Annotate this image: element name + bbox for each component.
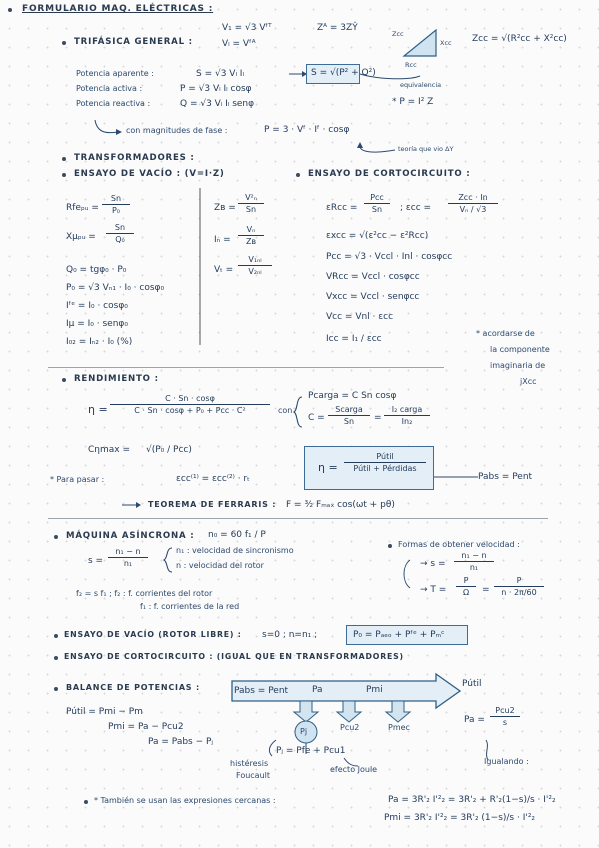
q-label: Potencia reactiva : bbox=[76, 99, 151, 108]
f1-def: f₁ : f. corrientes de la red bbox=[140, 602, 240, 611]
rcc-label: Rcc bbox=[405, 61, 417, 69]
pj-eq: Pⱼ = Pfe + Pcu1 bbox=[276, 746, 346, 756]
divider bbox=[48, 367, 444, 368]
p-equiv: * P = I² Z bbox=[392, 97, 434, 107]
vt-frac: $\frac{\text{V₁ₙₗ}}{\text{V₂ₙₗ}}$ bbox=[238, 255, 272, 276]
pabs-node: Pabs = Pent bbox=[234, 686, 289, 696]
bullet bbox=[62, 157, 66, 161]
foucault: Foucault bbox=[236, 771, 271, 780]
fase-formula: P = 3 · Vᶠ · Iᶠ · cosφ bbox=[264, 125, 350, 135]
p-label: Potencia activa : bbox=[76, 84, 143, 93]
n1-def: n₁ : velocidad de sincronismo bbox=[176, 546, 294, 555]
histeresis: histéresis bbox=[230, 759, 269, 768]
pmec-node: Pmec bbox=[388, 723, 410, 732]
n-def: n : velocidad del rotor bbox=[176, 561, 264, 570]
vel-t-lhs: → T = bbox=[420, 585, 447, 595]
eta-lhs: η = bbox=[88, 403, 108, 416]
transformadores-heading: TRANSFORMADORES : bbox=[74, 153, 195, 163]
p-formula: P = √3 Vₗ Iₗ cosφ bbox=[180, 84, 252, 94]
vel-s-lhs: → s = bbox=[420, 559, 446, 569]
pasar-label: * Para pasar : bbox=[50, 475, 105, 484]
vel-t-eq: = bbox=[482, 585, 490, 595]
pu-eq-1: Pútil = Pmi − Pm bbox=[66, 707, 143, 717]
divider bbox=[48, 518, 548, 519]
pu-eq-2: Pmi = Pa − Pcu2 bbox=[108, 722, 184, 732]
vl2-formula: Vₗ = Vᶠᴬ bbox=[222, 39, 256, 49]
con-text: con bbox=[278, 406, 293, 415]
s-box: S = √(P² + Q²) bbox=[306, 64, 360, 84]
eta2-frac: Pútil Pútil + Pérdidas bbox=[344, 452, 426, 473]
vacio-cond: s=0 ; n=n₁ ; bbox=[262, 630, 318, 640]
cmax-inner: √(P₀ / Pcc) bbox=[146, 445, 192, 455]
bullet bbox=[388, 544, 392, 548]
bullet bbox=[54, 535, 58, 539]
rendimiento-heading: RENDIMIENTO : bbox=[74, 374, 159, 384]
note-line-2: la componente bbox=[490, 345, 550, 354]
rfe-frac: $\frac{Sn}{\text{P₀}}$ bbox=[102, 194, 130, 215]
equivalencia-note: equivalencia bbox=[400, 81, 442, 89]
pa-lhs: Pa = bbox=[464, 715, 485, 725]
q-formula: Q = √3 Vₗ Iₗ senφ bbox=[180, 99, 255, 109]
erc-frac: Pcc Sn bbox=[364, 193, 390, 214]
ecc-frac: Zcc · In Vₙ / √3 bbox=[448, 193, 498, 214]
pmi-node: Pmi bbox=[366, 685, 383, 695]
trifasica-heading: TRIFÁSICA GENERAL : bbox=[74, 37, 193, 47]
pasar-formula: εcc⁽¹⁾ = εcc⁽²⁾ · rₜ bbox=[176, 474, 250, 484]
ecc-lhs: ; εcc = bbox=[400, 203, 432, 213]
vcc-formula: Vcc = Vnl · εcc bbox=[326, 312, 394, 322]
bullet bbox=[54, 634, 58, 638]
zcc-formula: Zcc = √(R²cc + X²cc) bbox=[472, 34, 567, 44]
pcu2-node: Pcu2 bbox=[340, 723, 360, 732]
imu-formula: Iμ = I₀ · senφ₀ bbox=[66, 319, 128, 329]
vel-s-frac: $\frac{\text{n₁ − n}}{\text{n₁}}$ bbox=[454, 551, 494, 572]
pabs-formula: Pabs = Pent bbox=[478, 472, 533, 482]
vxcc-formula: Vxcc = Vccl · senφcc bbox=[326, 292, 420, 302]
page-title: FORMULARIO MAQ. ELÉCTRICAS : bbox=[22, 4, 214, 14]
s-lhs: s = bbox=[88, 556, 104, 566]
igualando: Igualando : bbox=[484, 757, 529, 766]
ferraris-formula: F = ³⁄₂ Fₘₐₓ cos(ωt + pθ) bbox=[286, 500, 395, 510]
vacio-box: P₀ = Pₐₑₒ + Pᶠᵉ + Pₘᶜ bbox=[346, 625, 468, 645]
in-frac: $\frac{\text{Vₙ}}{\text{Zʙ}}$ bbox=[238, 225, 264, 246]
i02-formula: I₀₂ = Iₙ₂ · I₀ (%) bbox=[66, 337, 133, 347]
bullet bbox=[62, 173, 66, 177]
eta-frac: C · Sn · cosφ C · Sn · cosφ + P₀ + Pcc · C² bbox=[110, 394, 270, 415]
vl-formula: V₁ = √3 Vᶠᵀ bbox=[222, 23, 272, 33]
vrcc-formula: VRcc = Vccl · cosφcc bbox=[326, 272, 420, 282]
in-lhs: Iₙ = bbox=[214, 235, 231, 245]
q0-formula: Q₀ = tgφ₀ · P₀ bbox=[66, 265, 127, 275]
velocidad-heading: Formas de obtener velocidad : bbox=[398, 540, 520, 549]
note-line-1: * acordarse de bbox=[476, 329, 535, 338]
xcc-label: Xcc bbox=[440, 39, 452, 47]
eta2-lhs: η = bbox=[318, 461, 338, 474]
s-formula: S = √3 Vₗ Iₗ bbox=[196, 69, 244, 79]
teoria-note: teoría que vio ΔY bbox=[398, 145, 454, 153]
bullet bbox=[54, 656, 58, 660]
note-line-4: jXcc bbox=[520, 377, 537, 386]
n0-formula: n₀ = 60 f₁ / P bbox=[208, 530, 266, 540]
s-label: Potencia aparente : bbox=[76, 69, 154, 78]
c-eq: = bbox=[374, 413, 382, 423]
pa-frac: Pcu2 s bbox=[490, 706, 520, 727]
note-line-3: imaginaria de bbox=[490, 361, 546, 370]
bullet bbox=[54, 687, 58, 691]
rfe-lhs: Rfeₚᵤ = bbox=[66, 203, 99, 213]
s-frac: $\frac{\text{n₁ − n}}{\text{n₁}}$ bbox=[108, 547, 148, 568]
ferraris-label: TEOREMA DE FERRARIS : bbox=[148, 500, 277, 509]
xmu-frac: $\frac{Sn}{\text{Q₀}}$ bbox=[106, 223, 134, 244]
pcc-formula: Pcc = √3 · Vccl · Inl · cosφcc bbox=[326, 252, 453, 262]
fase-note: con magnitudes de fase : bbox=[126, 126, 228, 135]
cmax-lhs: Cηmax = bbox=[88, 445, 130, 455]
icc-formula: Icc = I₁ / εcc bbox=[326, 334, 382, 344]
pa-expression: Pa = 3R'₂ I'²₂ = 3R'₂ + R'₂(1−s)/s · I'²₂ bbox=[388, 795, 556, 805]
zb-lhs: Zʙ = bbox=[214, 203, 236, 213]
cc-asin: ENSAYO DE CORTOCIRCUITO : (IGUAL QUE EN TRANSFORMADORES) bbox=[64, 652, 404, 661]
c-frac-2: I₂ carga In₂ bbox=[384, 405, 430, 426]
putil-node: Pútil bbox=[462, 679, 482, 689]
cc-heading: ENSAYO DE CORTOCIRCUITO : bbox=[308, 169, 471, 179]
ife-formula: Iᶠᵉ = I₀ · cosφ₀ bbox=[66, 301, 128, 311]
c-frac-1: Scarga Sn bbox=[328, 405, 370, 426]
vel-t-frac-2: $\frac{P}{n \cdot 2\pi/60}$ bbox=[494, 576, 544, 597]
za-formula: Zᴬ = 3ZŶ bbox=[317, 23, 358, 33]
vacio-heading: ENSAYO DE VACÍO : (V=I·Z) bbox=[74, 169, 225, 179]
vel-t-frac: $\frac{P}{\Omega}$ bbox=[456, 576, 476, 597]
asincrona-heading: MÁQUINA ASÍNCRONA : bbox=[66, 531, 195, 541]
tambien-note: * También se usan las expresiones cercanas : bbox=[94, 796, 276, 805]
bullet bbox=[84, 800, 88, 804]
pu-eq-3: Pa = Pabs − Pⱼ bbox=[148, 737, 214, 747]
vt-lhs: Vₜ = bbox=[214, 265, 234, 275]
pj-node: Pj bbox=[300, 727, 308, 736]
bullet bbox=[62, 378, 66, 382]
pmi-expression: Pmi = 3R'₂ I'²₂ = 3R'₂ (1−s)/s · I'²₂ bbox=[384, 813, 536, 823]
f2-def: f₂ = s f₁ ; f₂ : f. corrientes del rotor bbox=[76, 589, 213, 598]
balance-heading: BALANCE DE POTENCIAS : bbox=[66, 683, 200, 692]
joule: efecto Joule bbox=[330, 765, 378, 774]
bullet bbox=[296, 173, 300, 177]
pcarga-formula: Pcarga = C Sn cosφ bbox=[308, 391, 397, 401]
xmu-lhs: Xμₚᵤ = bbox=[66, 232, 96, 242]
zb-frac: $\frac{\text{V²ₙ}}{Sn}$ bbox=[238, 193, 264, 214]
zcc-label: Zcc bbox=[392, 30, 404, 38]
c-lhs: C = bbox=[308, 413, 325, 423]
exc-formula: εxcc = √(ε²cc − ε²Rcc) bbox=[326, 231, 429, 241]
p0-formula: P₀ = √3 Vₙ₁ · I₀ · cosφ₀ bbox=[66, 283, 165, 293]
erc-lhs: εRcc = bbox=[326, 203, 358, 213]
pa-node: Pa bbox=[312, 685, 323, 695]
vacio-asin: ENSAYO DE VACÍO (ROTOR LIBRE) : bbox=[64, 630, 242, 639]
